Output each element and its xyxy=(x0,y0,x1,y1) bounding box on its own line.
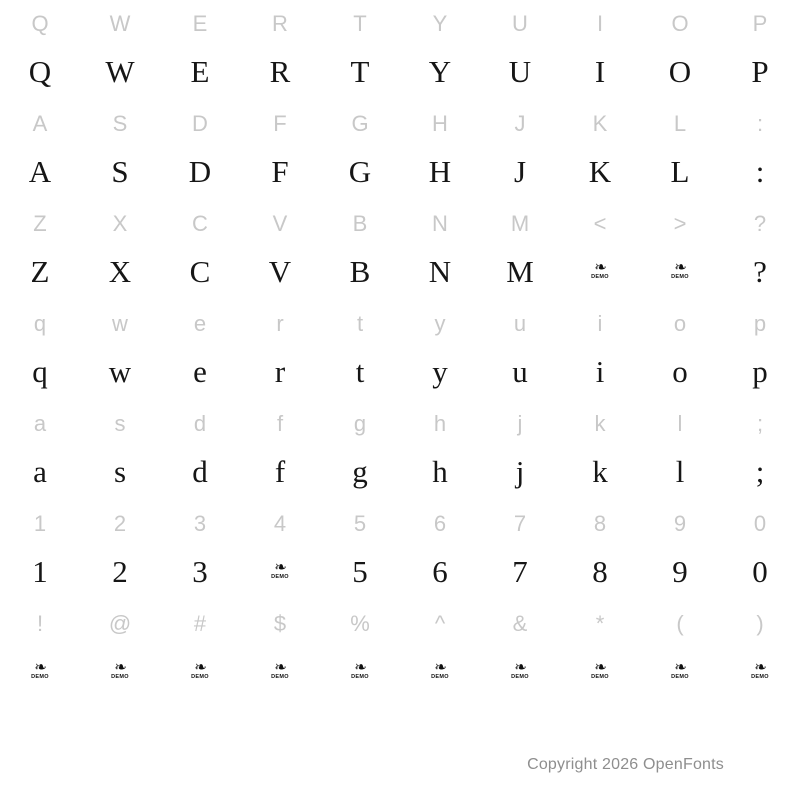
glyph-cell xyxy=(160,204,240,304)
key-label: J xyxy=(514,111,526,136)
key-label: & xyxy=(512,611,528,636)
key-label: I xyxy=(596,11,604,36)
demo-caption: DEMO xyxy=(111,674,129,680)
key-label: C xyxy=(192,211,208,236)
glyph-cell xyxy=(400,604,480,704)
glyph-sample: r xyxy=(274,353,286,389)
key-label: h xyxy=(433,411,447,436)
glyph-cell xyxy=(160,604,240,704)
key-label: N xyxy=(432,211,448,236)
key-label: E xyxy=(192,11,208,36)
sprout-icon: ❧ xyxy=(194,659,206,676)
key-label: ; xyxy=(756,411,764,436)
glyph-cell xyxy=(0,504,80,604)
glyph-cell xyxy=(480,204,560,304)
demo-caption: DEMO xyxy=(591,674,609,680)
glyph-cell xyxy=(160,504,240,604)
glyph-sample: K xyxy=(588,153,612,189)
glyph-cell xyxy=(560,404,640,504)
key-label: T xyxy=(353,11,367,36)
demo-mark-icon xyxy=(240,544,320,598)
glyph-cell xyxy=(640,304,720,404)
key-label: j xyxy=(517,411,523,436)
glyph-sample: 7 xyxy=(512,553,528,589)
glyph-sample: T xyxy=(350,53,370,89)
glyph-cell xyxy=(480,104,560,204)
key-label: F xyxy=(273,111,287,136)
demo-caption: DEMO xyxy=(671,274,689,280)
key-label: 6 xyxy=(433,511,447,536)
key-label: p xyxy=(753,311,767,336)
glyph-sample: q xyxy=(32,353,48,389)
glyph-cell xyxy=(640,4,720,104)
glyph-cell xyxy=(240,204,320,304)
sprout-icon: ❧ xyxy=(674,659,686,676)
key-label: P xyxy=(752,11,768,36)
glyph-sample: 8 xyxy=(592,553,608,589)
glyph-sample: C xyxy=(189,253,211,289)
glyph-sample: e xyxy=(193,353,207,389)
sprout-icon: ❧ xyxy=(114,659,126,676)
key-label: 1 xyxy=(33,511,47,536)
glyph-cell xyxy=(640,404,720,504)
glyph-sample: j xyxy=(515,453,525,489)
glyph-cell xyxy=(480,504,560,604)
glyph-cell xyxy=(480,4,560,104)
key-label: Y xyxy=(432,11,448,36)
glyph-cell xyxy=(80,404,160,504)
glyph-sample: 6 xyxy=(432,553,448,589)
glyph-cell xyxy=(80,204,160,304)
key-label: 3 xyxy=(193,511,207,536)
glyph-sample: a xyxy=(33,453,47,489)
key-label: g xyxy=(353,411,367,436)
glyph-cell xyxy=(720,504,800,604)
glyph-cell xyxy=(0,304,80,404)
key-label: 2 xyxy=(113,511,127,536)
glyph-cell xyxy=(560,4,640,104)
glyph-cell xyxy=(560,604,640,704)
glyph-cell xyxy=(560,304,640,404)
sprout-icon: ❧ xyxy=(34,659,46,676)
key-label: t xyxy=(356,311,364,336)
key-label: X xyxy=(112,211,128,236)
key-label: D xyxy=(192,111,208,136)
key-label: 5 xyxy=(353,511,367,536)
glyph-cell xyxy=(80,104,160,204)
key-label: W xyxy=(109,11,131,36)
demo-mark-icon xyxy=(480,644,560,698)
sprout-icon: ❧ xyxy=(754,659,766,676)
glyph-sample: N xyxy=(428,253,452,289)
glyph-cell xyxy=(640,604,720,704)
glyph-sample: ; xyxy=(755,453,765,489)
demo-caption: DEMO xyxy=(751,674,769,680)
demo-caption: DEMO xyxy=(191,674,209,680)
demo-caption: DEMO xyxy=(511,674,529,680)
glyph-sample: s xyxy=(113,453,127,489)
glyph-cell xyxy=(720,204,800,304)
glyph-cell xyxy=(480,604,560,704)
key-label: ^ xyxy=(434,611,446,636)
sprout-icon: ❧ xyxy=(274,559,286,576)
copyright-notice: Copyright 2026 OpenFonts xyxy=(527,756,724,773)
glyph-sample: Y xyxy=(428,53,452,89)
key-label: @ xyxy=(108,611,132,636)
glyph-sample: V xyxy=(268,253,292,289)
glyph-sample: t xyxy=(355,353,365,389)
glyph-cell xyxy=(640,204,720,304)
glyph-sample: : xyxy=(755,153,765,189)
glyph-sample: ? xyxy=(753,253,767,289)
glyph-sample: 9 xyxy=(672,553,688,589)
glyph-sample: 5 xyxy=(352,553,368,589)
glyph-cell xyxy=(400,4,480,104)
demo-caption: DEMO xyxy=(351,674,369,680)
glyph-cell xyxy=(160,304,240,404)
key-label: e xyxy=(193,311,207,336)
key-label: Z xyxy=(33,211,47,236)
key-label: w xyxy=(112,311,128,336)
glyph-sample: u xyxy=(512,353,528,389)
glyph-cell xyxy=(80,4,160,104)
glyph-cell xyxy=(400,404,480,504)
demo-mark-icon xyxy=(640,644,720,698)
glyph-cell xyxy=(0,204,80,304)
key-label: 7 xyxy=(513,511,527,536)
key-label: K xyxy=(592,111,608,136)
glyph-sample: E xyxy=(190,53,210,89)
glyph-cell xyxy=(480,404,560,504)
glyph-sample: P xyxy=(751,53,769,89)
glyph-sample: M xyxy=(506,253,534,289)
glyph-cell xyxy=(0,404,80,504)
key-label: 9 xyxy=(673,511,687,536)
key-label: % xyxy=(350,611,370,636)
demo-caption: DEMO xyxy=(271,674,289,680)
glyph-cell xyxy=(720,604,800,704)
sprout-icon: ❧ xyxy=(594,659,606,676)
glyph-cell xyxy=(320,504,400,604)
glyph-cell xyxy=(320,104,400,204)
glyph-sample: l xyxy=(675,453,685,489)
glyph-sample: J xyxy=(513,153,527,189)
glyph-sample: O xyxy=(668,53,692,89)
glyph-sample: 2 xyxy=(112,553,128,589)
key-label: k xyxy=(594,411,606,436)
key-label: : xyxy=(756,111,764,136)
glyph-sample: X xyxy=(108,253,132,289)
key-label: Q xyxy=(31,11,49,36)
glyph-cell xyxy=(160,104,240,204)
glyph-sample: I xyxy=(594,53,606,89)
glyph-cell xyxy=(560,504,640,604)
glyph-cell xyxy=(320,304,400,404)
glyph-sample: o xyxy=(672,353,688,389)
glyph-sample: B xyxy=(349,253,371,289)
glyph-cell xyxy=(720,4,800,104)
glyph-sample: d xyxy=(192,453,208,489)
glyph-cell xyxy=(240,104,320,204)
glyph-sample: A xyxy=(28,153,52,189)
glyph-cell xyxy=(0,604,80,704)
glyph-cell xyxy=(480,304,560,404)
key-label: R xyxy=(272,11,288,36)
glyph-sample: D xyxy=(188,153,212,189)
sprout-icon: ❧ xyxy=(674,259,686,276)
key-label: ! xyxy=(36,611,44,636)
demo-mark-icon xyxy=(560,244,640,298)
glyph-cell xyxy=(720,104,800,204)
demo-mark-icon xyxy=(640,244,720,298)
key-label: M xyxy=(510,211,530,236)
key-label: H xyxy=(432,111,448,136)
key-label: $ xyxy=(273,611,287,636)
glyph-cell xyxy=(0,4,80,104)
glyph-sample: F xyxy=(271,153,289,189)
key-label: s xyxy=(114,411,126,436)
sprout-icon: ❧ xyxy=(434,659,446,676)
glyph-cell xyxy=(80,504,160,604)
glyph-sample: L xyxy=(670,153,690,189)
glyph-cell xyxy=(320,204,400,304)
glyph-cell xyxy=(400,204,480,304)
key-label: S xyxy=(112,111,128,136)
key-label: 8 xyxy=(593,511,607,536)
glyph-sample: g xyxy=(352,453,368,489)
glyph-sample: W xyxy=(105,53,135,89)
sprout-icon: ❧ xyxy=(354,659,366,676)
glyph-sample: G xyxy=(348,153,372,189)
key-label: A xyxy=(32,111,48,136)
glyph-sample: i xyxy=(595,353,605,389)
key-label: * xyxy=(595,611,605,636)
demo-mark-icon xyxy=(80,644,160,698)
key-label: B xyxy=(352,211,368,236)
glyph-cell xyxy=(240,4,320,104)
key-label: G xyxy=(351,111,369,136)
demo-mark-icon xyxy=(160,644,240,698)
demo-mark-icon xyxy=(400,644,480,698)
sprout-icon: ❧ xyxy=(274,659,286,676)
glyph-cell xyxy=(240,504,320,604)
demo-caption: DEMO xyxy=(671,674,689,680)
key-label: ? xyxy=(753,211,767,236)
key-label: > xyxy=(673,211,687,236)
key-label: i xyxy=(597,311,603,336)
key-label: U xyxy=(512,11,528,36)
demo-caption: DEMO xyxy=(271,574,289,580)
glyph-sample: H xyxy=(428,153,452,189)
key-label: a xyxy=(33,411,47,436)
key-label: d xyxy=(193,411,207,436)
glyph-sample: 1 xyxy=(32,553,48,589)
glyph-cell xyxy=(400,504,480,604)
key-label: # xyxy=(193,611,207,636)
glyph-sample: f xyxy=(274,453,286,489)
key-label: l xyxy=(677,411,683,436)
glyph-cell xyxy=(720,404,800,504)
glyph-cell xyxy=(240,304,320,404)
glyph-sample: U xyxy=(508,53,532,89)
glyph-cell xyxy=(720,304,800,404)
key-label: q xyxy=(33,311,47,336)
glyph-cell xyxy=(320,4,400,104)
glyph-cell xyxy=(640,104,720,204)
glyph-cell xyxy=(80,604,160,704)
glyph-sample: w xyxy=(108,353,132,389)
glyph-cell xyxy=(160,4,240,104)
glyph-sample: 0 xyxy=(752,553,768,589)
glyph-cell xyxy=(240,604,320,704)
glyph-cell xyxy=(80,304,160,404)
glyph-sample: S xyxy=(111,153,129,189)
demo-mark-icon xyxy=(0,644,80,698)
glyph-sample: h xyxy=(432,453,448,489)
key-label: ) xyxy=(756,611,764,636)
demo-mark-icon xyxy=(240,644,320,698)
demo-caption: DEMO xyxy=(431,674,449,680)
key-label: O xyxy=(671,11,689,36)
glyph-cell xyxy=(160,404,240,504)
key-label: y xyxy=(434,311,446,336)
glyph-cell xyxy=(320,604,400,704)
glyph-sample: Q xyxy=(28,53,52,89)
glyph-cell xyxy=(240,404,320,504)
glyph-cell xyxy=(640,504,720,604)
glyph-sample: 3 xyxy=(192,553,208,589)
key-label: L xyxy=(673,111,687,136)
key-label: o xyxy=(673,311,687,336)
glyph-sample: R xyxy=(269,53,291,89)
key-label: f xyxy=(276,411,284,436)
glyph-sample: Z xyxy=(30,253,50,289)
sprout-icon: ❧ xyxy=(594,259,606,276)
key-label: ( xyxy=(676,611,684,636)
key-label: 0 xyxy=(753,511,767,536)
demo-mark-icon xyxy=(320,644,400,698)
glyph-sample: k xyxy=(592,453,608,489)
demo-mark-icon xyxy=(560,644,640,698)
key-label: 4 xyxy=(273,511,287,536)
demo-caption: DEMO xyxy=(31,674,49,680)
key-label: u xyxy=(513,311,527,336)
demo-mark-icon xyxy=(720,644,800,698)
key-label: r xyxy=(276,311,284,336)
glyph-cell xyxy=(400,104,480,204)
glyph-cell xyxy=(0,104,80,204)
sprout-icon: ❧ xyxy=(514,659,526,676)
glyph-sample: p xyxy=(752,353,768,389)
glyph-cell xyxy=(320,404,400,504)
demo-caption: DEMO xyxy=(591,274,609,280)
key-label: V xyxy=(272,211,288,236)
glyph-sample: y xyxy=(432,353,448,389)
key-label: < xyxy=(593,211,607,236)
glyph-cell xyxy=(560,204,640,304)
glyph-cell xyxy=(560,104,640,204)
glyph-cell xyxy=(400,304,480,404)
